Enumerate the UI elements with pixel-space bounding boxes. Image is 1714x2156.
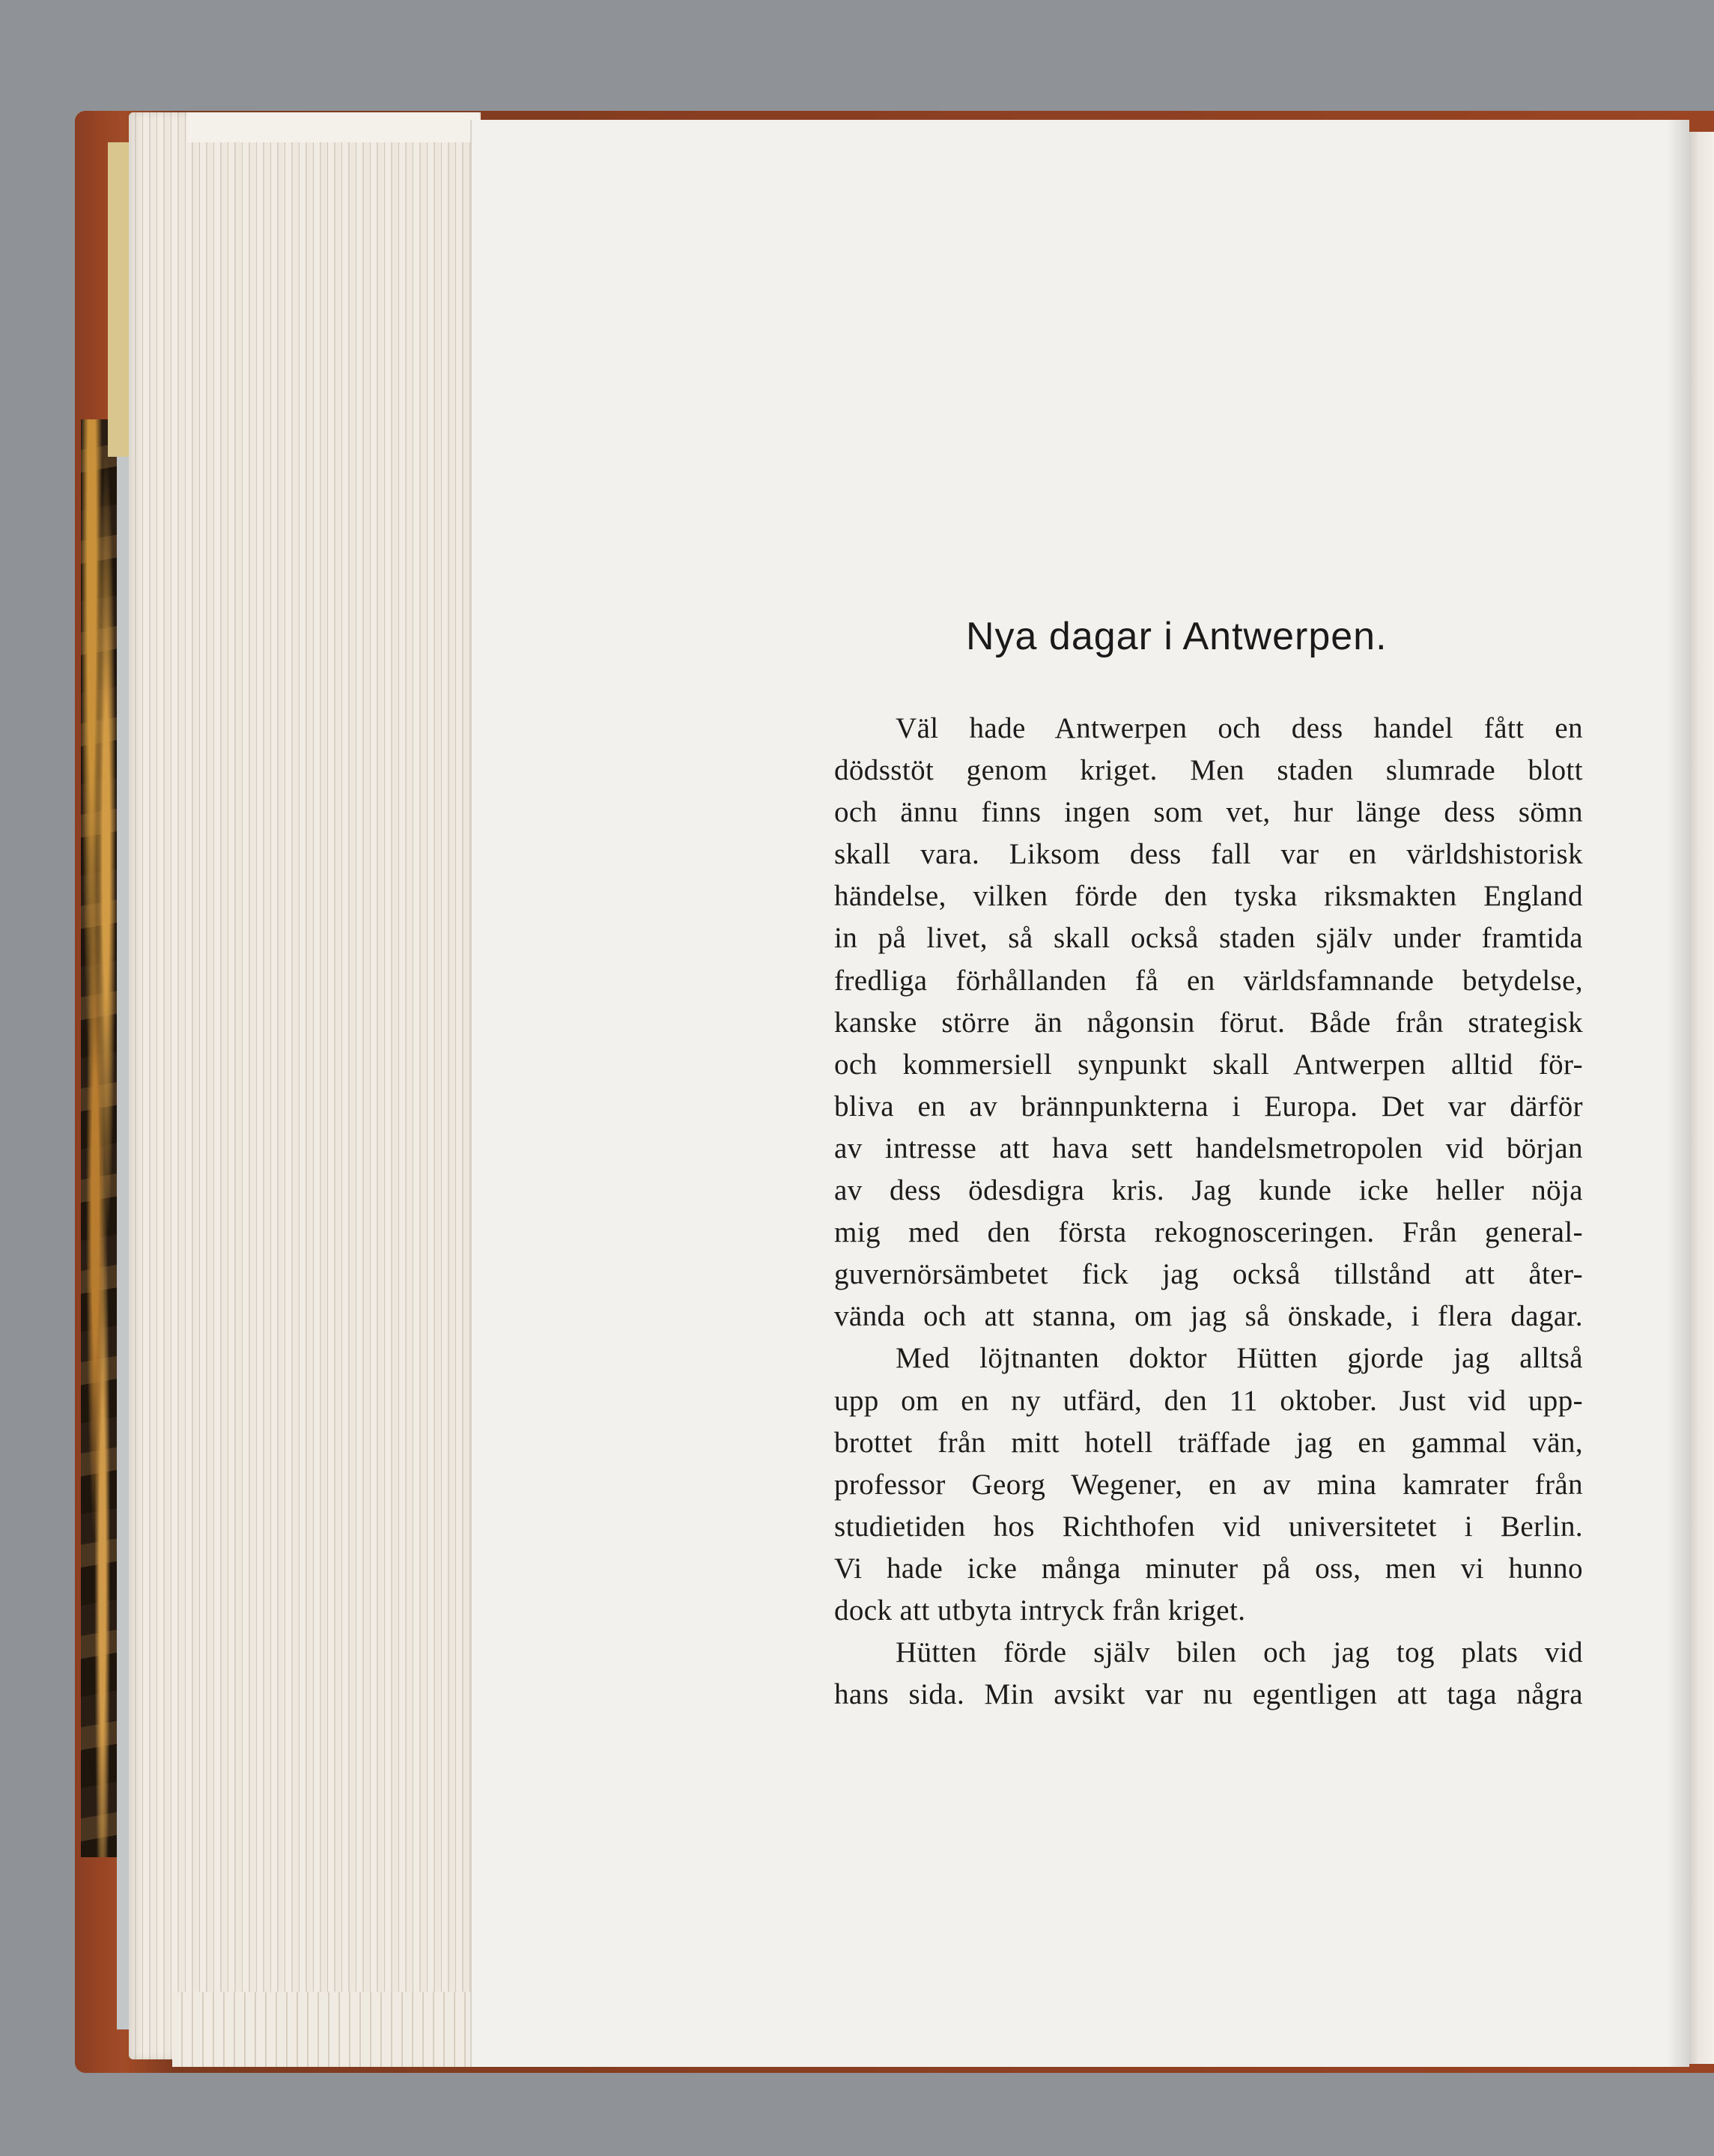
- text-line: hans sida. Min avsikt var nu egentligen att taga några: [834, 1678, 1583, 1711]
- text-line: av dess ödesdigra kris. Jag kunde icke heller nöja: [834, 1174, 1583, 1207]
- text-line: och ännu finns ingen som vet, hur länge dess sömn: [834, 796, 1583, 829]
- text-line: bliva en av brännpunkterna i Europa. Det var därför: [834, 1090, 1583, 1123]
- text-line: händelse, vilken förde den tyska riksmakten England: [834, 880, 1583, 913]
- text-line: guvernörsämbetet fick jag också tillstånd att åter-: [834, 1258, 1583, 1291]
- text-line: studietiden hos Richthofen vid universitetet i Berlin.: [834, 1510, 1583, 1543]
- page-edges-bottom: [172, 1992, 479, 2067]
- text-line: skall vara. Liksom dess fall var en världshistorisk: [834, 838, 1583, 871]
- page-edges: [129, 112, 481, 2059]
- text-line: dödsstöt genom kriget. Men staden slumrade blott: [834, 754, 1583, 787]
- next-page-gutter: [1688, 132, 1714, 2064]
- text-line: och kommersiell synpunkt skall Antwerpen alltid för-: [834, 1048, 1583, 1081]
- body-text: [834, 708, 1583, 1716]
- text-line: professor Georg Wegener, en av mina kamrater från: [834, 1468, 1583, 1501]
- page-edges-top: [187, 112, 479, 142]
- text-line: brottet från mitt hotell träffade jag en gammal vän,: [834, 1426, 1583, 1459]
- text-line: upp om en ny utfärd, den 11 oktober. Just vid upp-: [834, 1384, 1583, 1417]
- text-line: fredliga förhållanden få en världsfamnande betydelse,: [834, 964, 1583, 997]
- text-line: kanske större än någonsin förut. Både från strategisk: [834, 1006, 1583, 1039]
- chapter-title: Nya dagar i Antwerpen.: [966, 615, 1388, 658]
- text-line: Med löjtnanten doktor Hütten gjorde jag alltså: [896, 1342, 1583, 1375]
- text-line: vända och att stanna, om jag så önskade, i flera dagar.: [834, 1300, 1583, 1333]
- text-line: dock att utbyta intryck från kriget.: [834, 1594, 1246, 1627]
- text-line: Vi hade icke många minuter på oss, men vi hunno: [834, 1552, 1583, 1585]
- text-line: in på livet, så skall också staden själv under framtida: [834, 922, 1583, 955]
- text-line: av intresse att hava sett handelsmetropolen vid början: [834, 1132, 1583, 1164]
- text-line: Hütten förde själv bilen och jag tog plats vid: [896, 1636, 1583, 1669]
- text-line: Väl hade Antwerpen och dess handel fått en: [896, 712, 1583, 744]
- marbled-endpaper: [81, 419, 117, 1857]
- text-line: mig med den första rekognosceringen. Från general-: [834, 1216, 1583, 1249]
